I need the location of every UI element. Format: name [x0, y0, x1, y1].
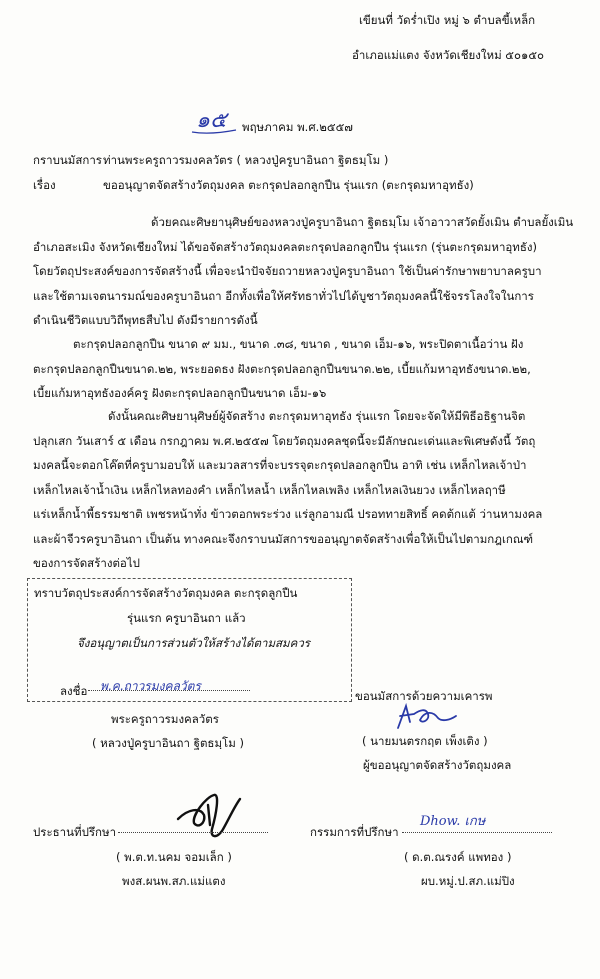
body-line: ตะกรุดปลอกลูกปืน ขนาด ๙ มม., ขนาด .๓๘, ขนาด , ขนาด เอ็ม-๑๖, พระปิดตาเนื้อว่าน ฝัง — [73, 337, 524, 351]
body-line: มงคลนี้จะตอกโค๊ตที่ครูบามอบให้ และมวลสารที่จะบรรจุตะกรุดปลอกลูกปืน อาทิ เช่น เหล็กไหลเจ้าป่า — [33, 458, 527, 472]
chair-name: ( พ.ต.ท.นคม จอมเล็ก ) — [116, 850, 232, 864]
body-line: และใช้ตามเจตนารมณ์ของครูบาอินถา อีกทั้งเพื่อให้ศรัทธาทั่วไปได้บูชาวัตถุมงคลนี้ใช้จรรโลงใจในการ — [33, 288, 534, 303]
body-paragraph-2 — [33, 332, 531, 406]
committee-name: ( ด.ต.ณรงค์ แพทอง ) — [404, 850, 512, 864]
body-line: เบี้ยแก้มหาอุทธังองค์ครู ฝังตะกรุดปลอกลูกปืนขนาด เอ็ม-๑๖ — [33, 386, 327, 400]
right-closing: ขอนมัสการด้วยความเคารพ — [355, 689, 493, 703]
left-sign-label: ลงชื่อ — [60, 684, 88, 698]
date-month-year: พฤษภาคม พ.ศ.๒๕๕๗ — [242, 120, 353, 134]
right-sign-name: ( นายมนตรกฤต เพ็งเติง ) — [362, 734, 488, 748]
approval-line-2: รุ่นแรก ครูบาอินถา แล้ว — [127, 611, 246, 625]
approval-line-1: ทราบวัตถุประสงค์การจัดสร้างวัตถุมงคล ตะกรุดลูกปืน — [34, 586, 298, 600]
date-day-handwritten: ๑๕ — [196, 108, 227, 133]
committee-sign-line — [402, 832, 552, 833]
committee-label: กรรมการที่ปรึกษา — [310, 825, 399, 839]
left-sign-name-2: ( หลวงปู่ครูบาอินถา ฐิตธมฺโม ) — [92, 736, 244, 750]
chair-title: พงส.ผนพ.สภ.แม่แตง — [122, 874, 226, 888]
address-line-1: เขียนที่ วัดร่ำเปิง หมู่ ๖ ตำบลขี้เหล็ก — [359, 13, 536, 27]
body-line: ปลุกเสก วันเสาร์ ๕ เดือน กรกฎาคม พ.ศ.๒๕๕๗ โดยวัตถุมงคลชุดนี้จะมีลักษณะเด่นและพิเศษดังนี้ วัตถุ — [33, 433, 536, 448]
subject-text: ขออนุญาตจัดสร้างวัตถุมงคล ตะกรุดปลอกลูกปืน รุ่นแรก (ตะกรุดมหาอุทธัง) — [103, 178, 474, 192]
body-line: และผ้าจีวรครูบาอินถา เป็นต้น ทางคณะจึงกราบนมัสการขออนุญาตจัดสร้างเพื่อให้เป็นไปตามกฎเกณฑ์ — [33, 531, 534, 546]
body-line: ดังนั้นคณะศิษยานุศิษย์ผู้จัดสร้าง ตะกรุดมหาอุทธัง รุ่นแรก โดยจะจัดให้มีพิธีอธิฐานจิต — [108, 409, 526, 423]
date-underline-stroke — [190, 128, 240, 136]
salutation-label: กราบนมัสการ — [33, 153, 102, 167]
body-paragraph-3 — [33, 404, 542, 576]
chair-label: ประธานที่ปรึกษา — [33, 825, 117, 839]
right-signature-scribble — [380, 700, 470, 732]
body-line: เหล็กไหลเจ้าน้ำเงิน เหล็กไหลทองคำ เหล็กไหลน้ำ เหล็กไหลเพลิง เหล็กไหลเงินยวง เหล็กไหลฤาษี — [33, 482, 506, 497]
chair-signature-scribble — [170, 785, 250, 845]
committee-title: ผบ.หมู่.ป.สภ.แม่ปิง — [421, 874, 515, 888]
salutation-text: ท่านพระครูถาวรมงคลวัตร ( หลวงปู่ครูบาอินถา ฐิตธมฺโม ) — [103, 153, 389, 167]
left-sign-handwritten: พ.ค.ถาวรมงคลวัตร — [100, 679, 201, 693]
left-sign-name: พระครูถาวรมงคลวัตร — [111, 712, 219, 726]
committee-sign-handwritten: Dhow. เกษ — [420, 814, 486, 829]
body-line: อำเภอสะเมิง จังหวัดเชียงใหม่ ได้ขอจัดสร้างวัตถุมงคลตะกรุดปลอกลูกปืน รุ่นแรก (รุ่นตะกรุดมหาอุทธัง) — [33, 239, 538, 254]
body-line: แร่เหล็กน้ำพี้ธรรมชาติ เพชรหน้าทั่ง ข้าวตอกพระร่วง แร่ลูกอามณี ปรอททายสิทธิ์ คดต้กแต้ ว่านหามงคล — [33, 507, 543, 521]
body-line: ดำเนินชีวิตแบบวิถีพุทธสืบไป ดังมีรายการดังนี้ — [33, 313, 258, 327]
body-paragraph-1 — [33, 210, 573, 333]
body-line: ด้วยคณะศิษยานุศิษย์ของหลวงปู่ครูบาอินถา ฐิตธมฺโม เจ้าอาวาสวัดยั้งเมิน ตำบลยั้งเมิน — [151, 215, 574, 229]
body-line: ของการจัดสร้างต่อไป — [33, 556, 140, 570]
approval-line-3: จึงอนุญาตเป็นการส่วนตัวให้สร้างได้ตามสมควร — [77, 636, 310, 650]
chair-sign-line — [118, 832, 268, 833]
right-sign-title: ผู้ขออนุญาตจัดสร้างวัตถุมงคล — [363, 758, 512, 772]
body-line: ตะกรุดปลอกลูกปืนขนาด.๒๒, พระยอดธง ฝังตะกรุดปลอกลูกปืนขนาด.๒๒, เบี้ยแก้มหาอุทธังขนาด.๒๒, — [33, 361, 531, 376]
address-line-2: อำเภอแม่แตง จังหวัดเชียงใหม่ ๕๐๑๕๐ — [352, 48, 545, 62]
body-line: โดยวัตถุประสงค์ของการจัดสร้างนี้ เพื่อจะนำปัจจัยถวายหลวงปู่ครูบาอินถา ใช้เป็นค่ารักษาพยาบาลครูบา — [33, 264, 542, 278]
subject-label: เรื่อง — [33, 178, 56, 192]
